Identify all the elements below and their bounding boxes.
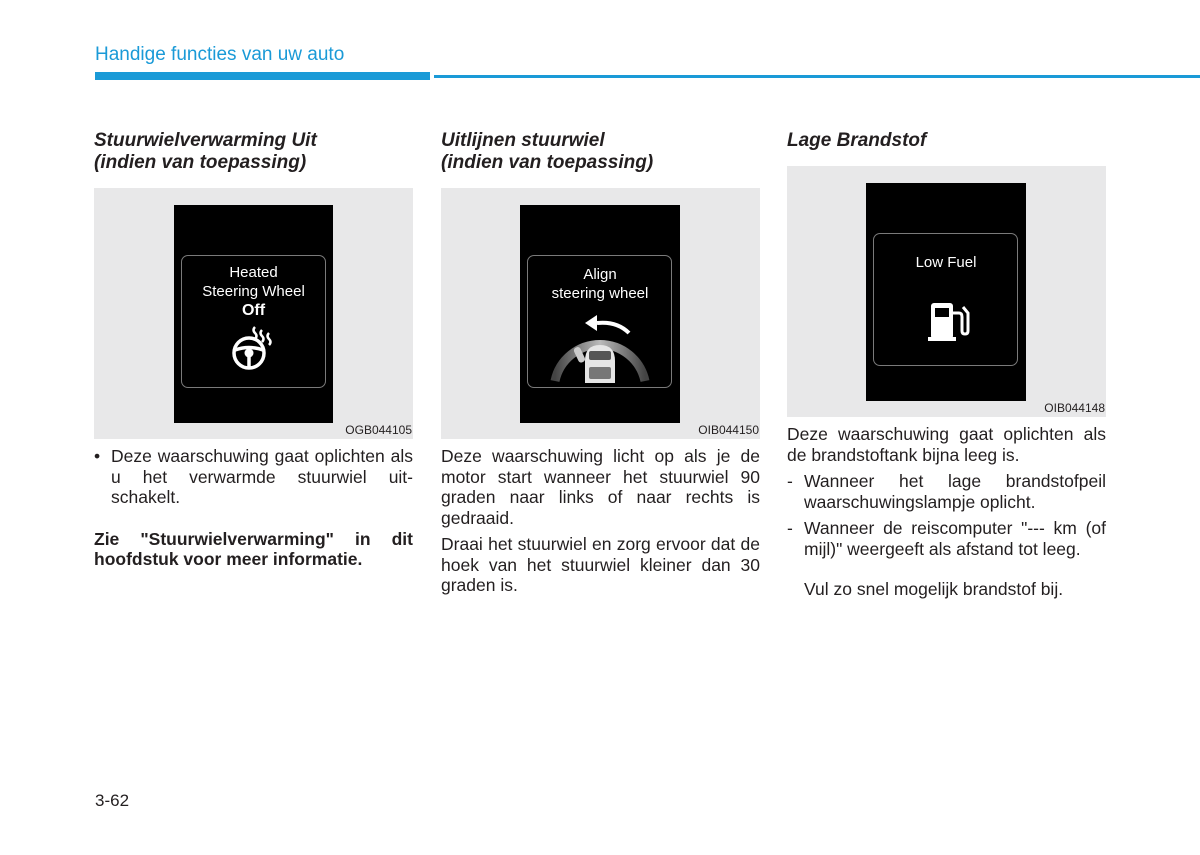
section-title-line1: Stuurwielverwarming Uit [94,130,317,151]
paragraph-1: Deze waarschuwing gaat oplichten als de brandstoftank bijna leeg is. [787,424,1106,465]
cluster-screen [174,205,333,423]
section-title-line1: Uitlijnen stuurwiel [441,130,605,151]
reference-note: Zie "Stuurwielverwarming" in dit hoofdstuk voor meer informatie. [94,528,413,569]
figure-low-fuel [787,166,1106,417]
header-rule-thick [95,72,430,80]
heated-steering-wheel-icon [229,325,279,373]
figure-code: OIB044150 [698,423,759,437]
page-header-title: Handige functies van uw auto [95,44,345,65]
figure-align-steering [441,188,760,439]
paragraph-2: Vul zo snel mogelijk brandstof bij. [804,579,1064,599]
dash-item [787,518,1106,559]
section-title [441,130,760,174]
section-title-line1: Lage Brandstof [787,130,927,151]
cluster-screen [520,205,680,423]
cluster-screen [866,183,1026,401]
bullet-item [94,446,413,508]
paragraph-2: Draai het stuurwiel en zorg ervoor dat de hoek van het stuurwiel kleiner dan 30 graden is. [441,534,760,595]
paragraph-1: Deze waarschuwing licht op als je de motor start wanneer het stuurwiel 90 graden naar links of naar rechts is gedraaid. [441,446,760,528]
screen-line3: Off [241,302,266,319]
bullet-mark: • [94,446,101,466]
section-heated-steering-off [94,130,413,570]
section-title [94,130,413,174]
bullet-text: Deze waarschuwing gaat oplichten als u het verwarmde stuurwiel uit-schakelt. [111,446,413,507]
dash-mark: - [787,518,793,538]
dash-item [787,471,1106,512]
section-title-line2: (indien van toepassing) [441,152,654,173]
screen-line1: Heated [229,264,278,281]
section-align-steering [441,130,760,596]
screen-line1: Align [583,266,617,283]
page-number: 3-62 [95,791,130,810]
dash-text: Wanneer het lage brandstofpeil waarschuwingslampje oplicht. [804,471,1106,512]
figure-code: OGB044105 [345,423,412,437]
section-low-fuel [787,130,1106,600]
figure-code: OIB044148 [1044,401,1105,415]
section-title [787,130,1106,152]
figure-heated-steering [94,188,413,439]
section-title-line2: (indien van toepassing) [94,152,307,173]
screen-line2: Steering Wheel [202,283,305,300]
dash-mark: - [787,471,793,491]
dash-text: Wanneer de reiscomputer "--- km (of mijl)" weergeeft als afstand tot leeg. [804,518,1106,559]
fuel-pump-icon [928,299,970,343]
screen-line2: steering wheel [551,285,649,302]
align-steering-wheel-icon [545,303,655,385]
screen-line1: Low Fuel [915,254,977,271]
header-rule-thin [434,75,1200,78]
